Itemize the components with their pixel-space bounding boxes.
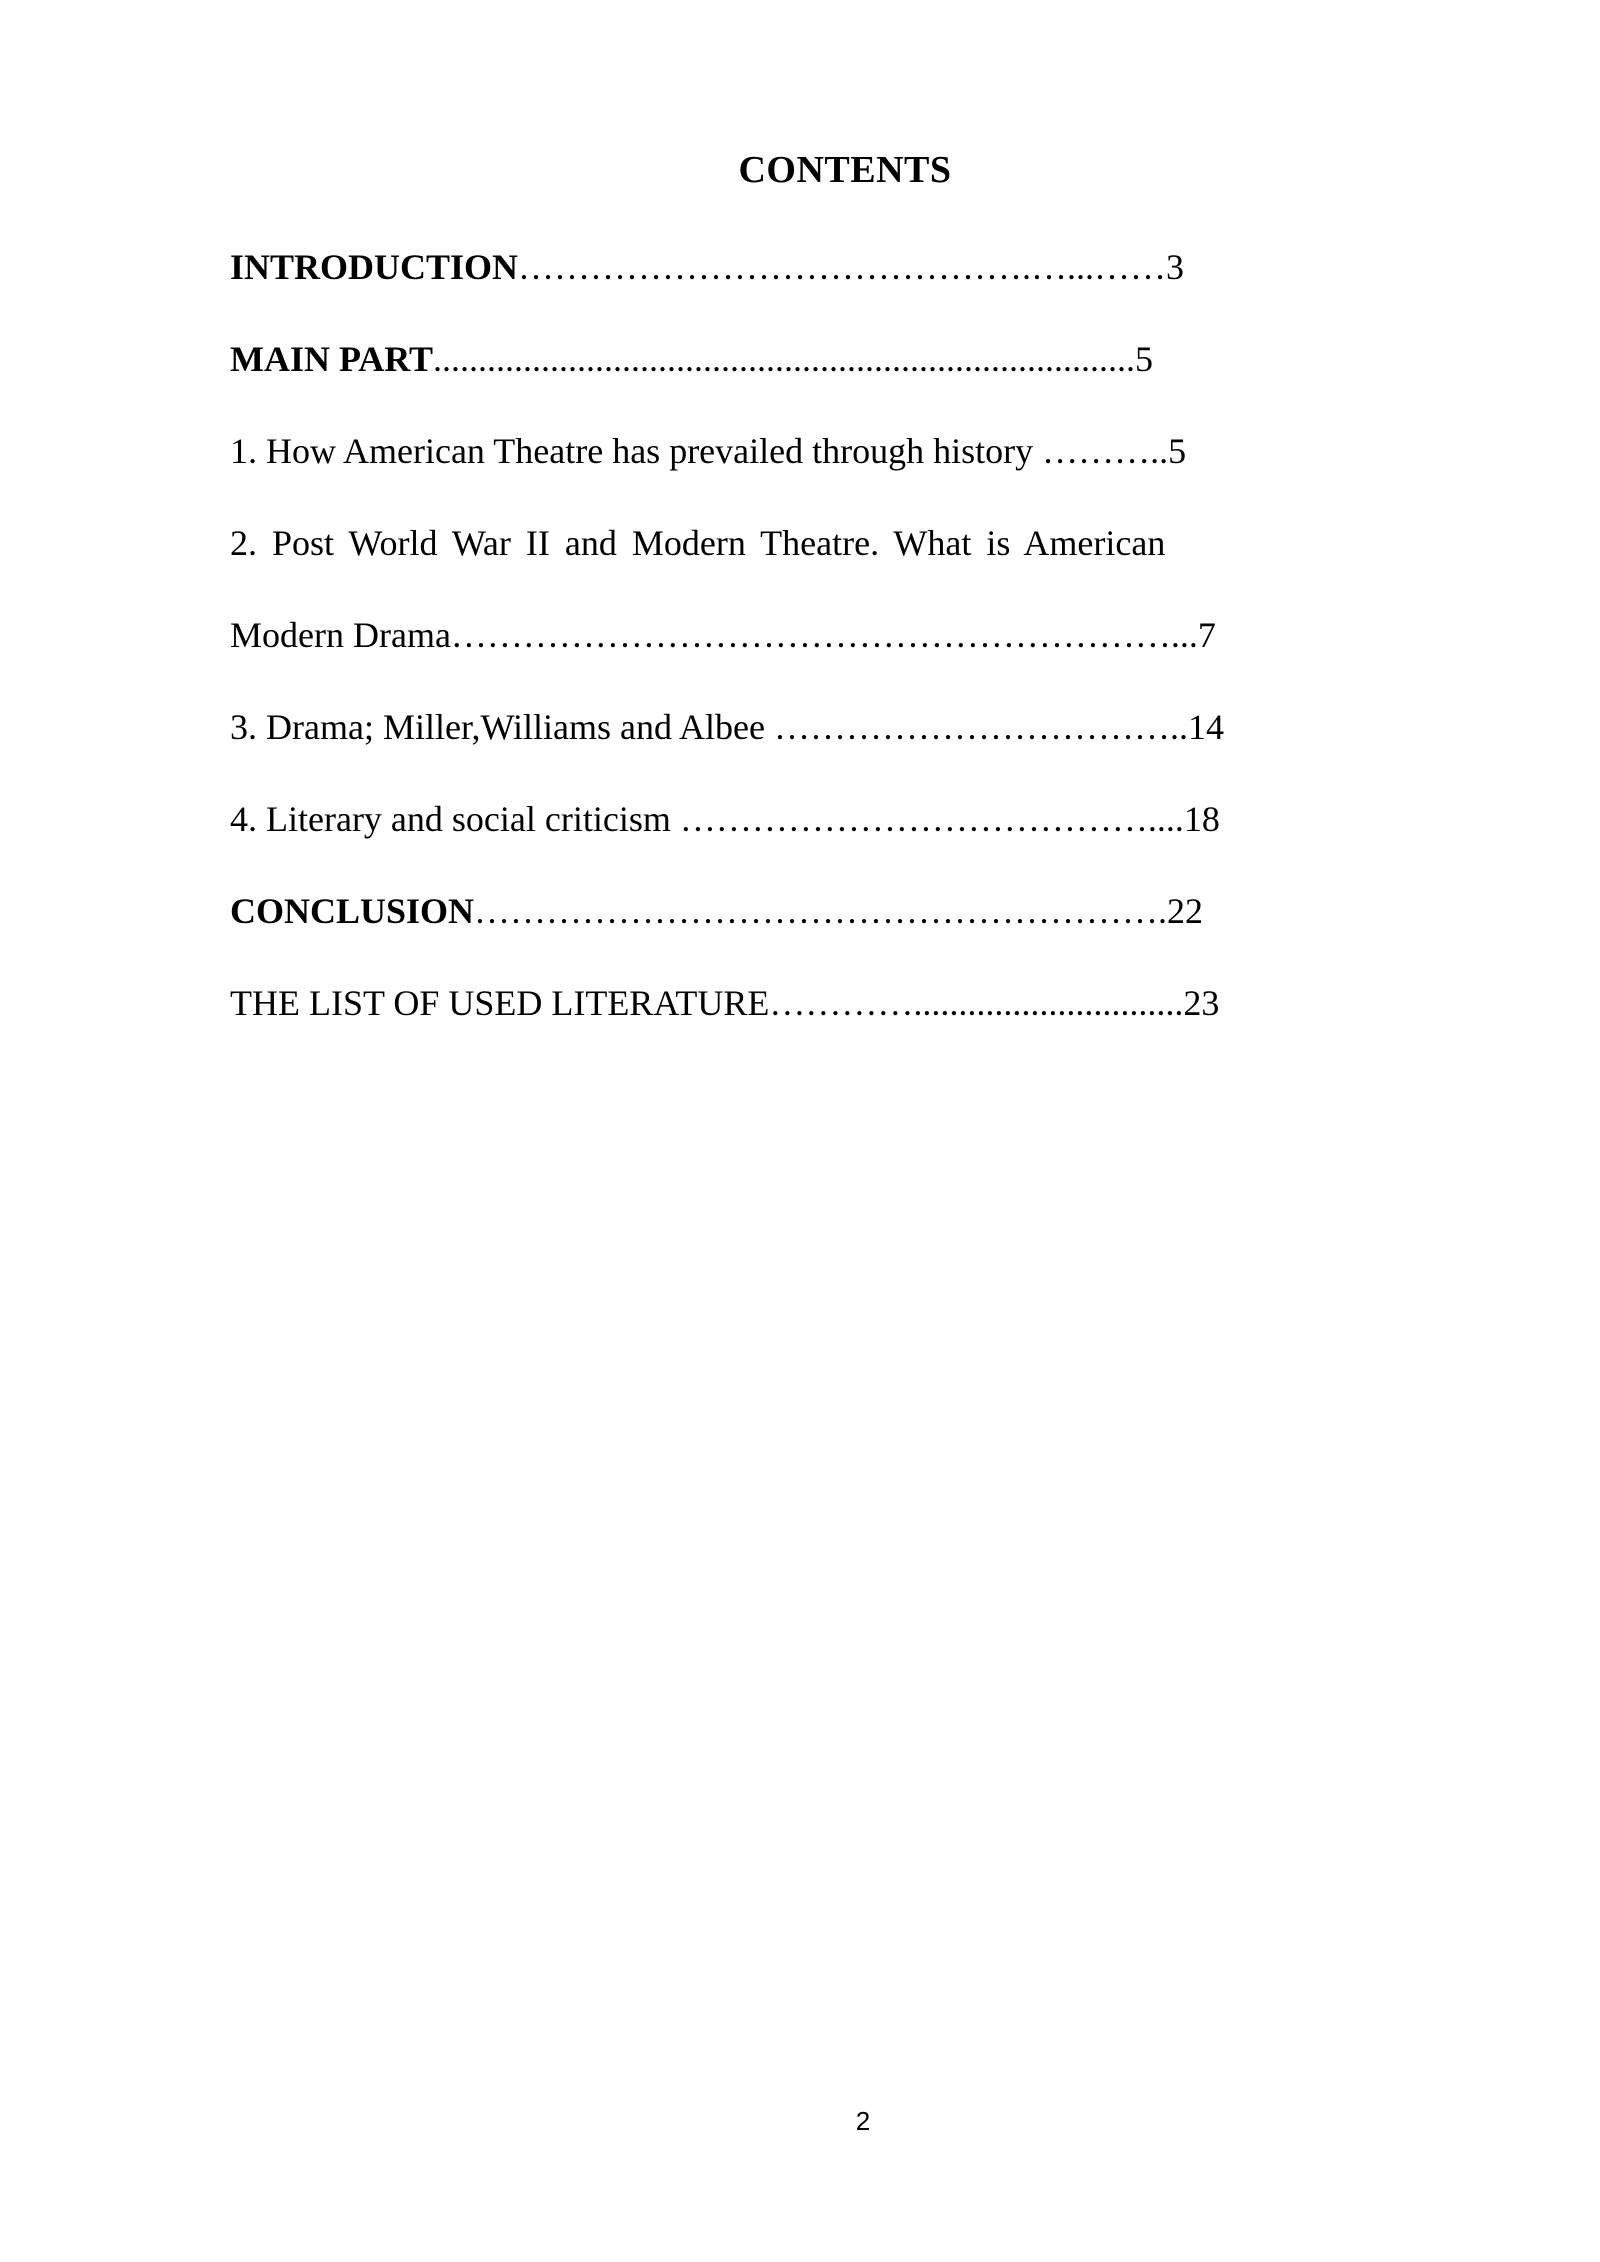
toc-entry-label: CONCLUSION [230, 891, 475, 931]
toc-page-number: 5 [1168, 431, 1187, 471]
toc-entry-literature[interactable] [230, 982, 1219, 1024]
toc-entry-label: Modern Drama [230, 615, 451, 655]
toc-entry-section-1[interactable] [230, 430, 1186, 472]
page-number: 2 [855, 2106, 871, 2136]
toc-leader: .............................................................................. [433, 339, 1136, 379]
toc-leader: ……….. [1042, 431, 1169, 471]
toc-leader: ………………………………….... [679, 799, 1184, 839]
toc-entry-introduction[interactable] [230, 246, 1184, 288]
toc-entry-label: 3. Drama; Miller,Williams and Albee [230, 707, 774, 747]
toc-page-number: 5 [1135, 339, 1154, 379]
toc-entry-label: 1. How American Theatre has prevailed through history [230, 431, 1043, 471]
toc-entry-section-4[interactable] [230, 798, 1220, 840]
toc-entry-label: 2. Post World War II and Modern Theatre. What is American [230, 523, 1166, 563]
contents-title: CONTENTS [738, 149, 952, 191]
toc-entry-section-2-line-1[interactable] [230, 522, 1165, 564]
toc-page-number: 23 [1183, 983, 1220, 1023]
toc-entry-label: MAIN PART [230, 339, 434, 379]
toc-page-number: 3 [1166, 247, 1185, 287]
toc-leader: …………………………………….…...…… [518, 247, 1167, 287]
toc-leader: …………………………………………………. [474, 891, 1168, 931]
toc-entry-label: 4. Literary and social criticism [230, 799, 680, 839]
toc-page-number: 7 [1197, 615, 1216, 655]
toc-leader: …………………………….. [773, 707, 1188, 747]
toc-entry-main-part[interactable] [230, 338, 1153, 380]
toc-entry-conclusion[interactable] [230, 890, 1203, 932]
toc-leader: ………….............................. [769, 983, 1184, 1023]
toc-page-number: 14 [1187, 707, 1224, 747]
toc-page-number: 22 [1167, 891, 1204, 931]
toc-entry-section-2-line-2[interactable] [230, 614, 1216, 656]
toc-entry-label: INTRODUCTION [230, 247, 519, 287]
toc-page-number: 18 [1183, 799, 1220, 839]
toc-entry-label: THE LIST OF USED LITERATURE [230, 983, 770, 1023]
toc-leader: ……………………………………………………... [450, 615, 1198, 655]
toc-entry-section-3[interactable] [230, 706, 1224, 748]
